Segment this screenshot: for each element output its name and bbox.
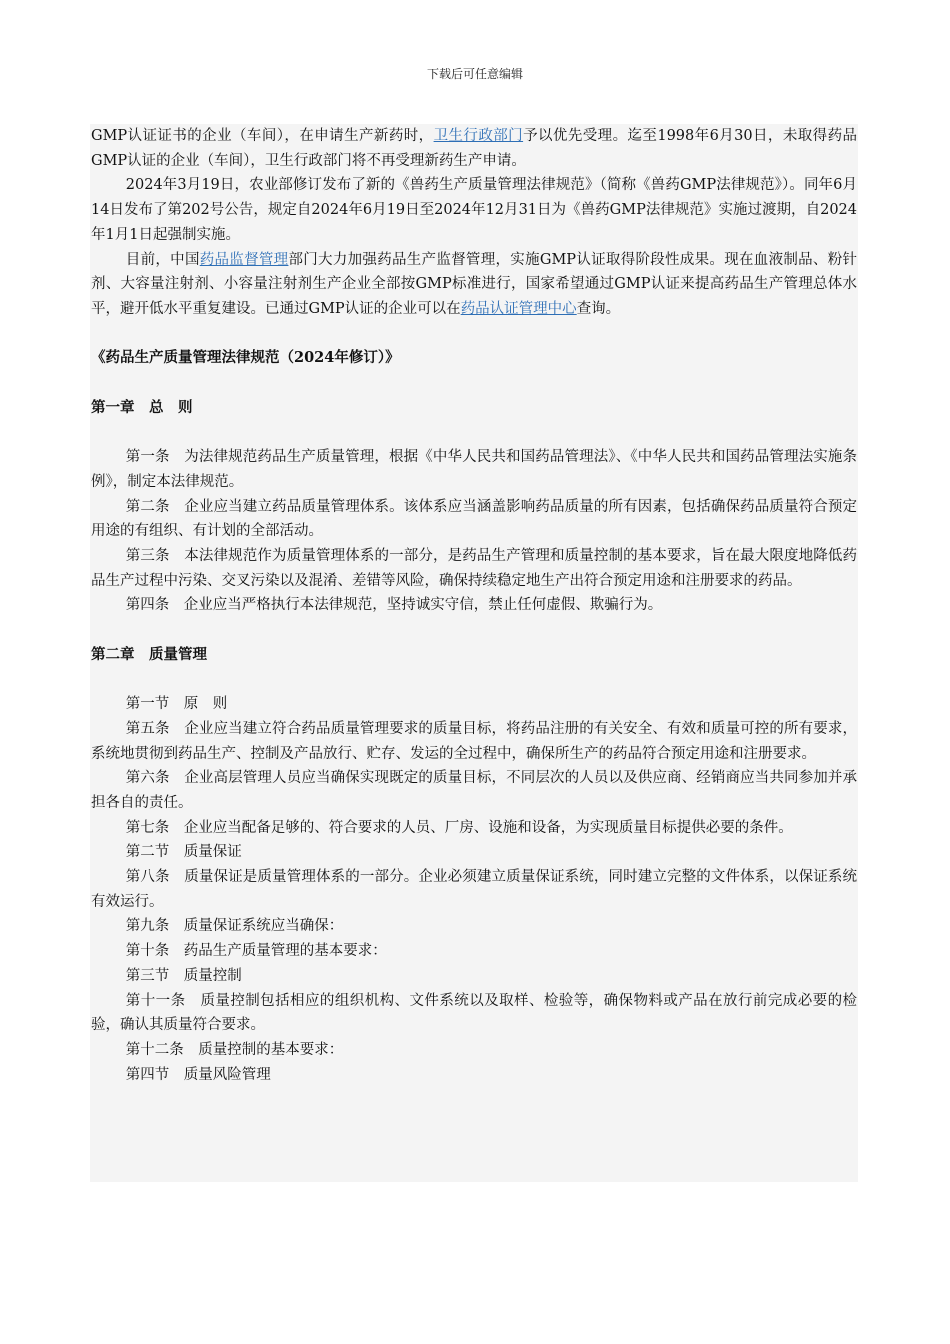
article: 第四条 企业应当严格执行本法律规范，坚持诚实守信，禁止任何虚假、欺骗行为。 — [125, 597, 663, 614]
intro-text: 查询。 — [576, 300, 621, 317]
spacer — [91, 420, 857, 445]
article: 第一条 为法律规范药品生产质量管理，根据《中华人民共和国药品管理法》、《中华人民共和国药品管理法实施条例》，制定本法律规范。 — [91, 449, 857, 490]
article: 第七条 企业应当配备足够的、符合要求的人员、厂房、设施和设备，为实现质量目标提供必要的条件。 — [125, 819, 793, 836]
intro-text: 部门大力加强药品生产监督管理，实施GMP认证取得阶段性成果。现在血液制品、粉针剂、大容量注射剂、小容量注射剂生产企业全部按GMP标准进行，国家希望通过GMP认证来提高药品生产管理总体水平，避开低水平重复建设。已通过GMP认证的企业可以在 — [91, 251, 858, 317]
section-title: 第二节 质量保证 — [125, 844, 242, 861]
article: 第六条 企业高层管理人员应当确保实现既定的质量目标，不同层次的人员以及供应商、经销商应当共同参加并承担各自的责任。 — [91, 770, 857, 811]
document-title: 《药品生产质量管理法律规范（2024年修订）》 — [91, 349, 400, 367]
article: 第三条 本法律规范作为质量管理体系的一部分，是药品生产管理和质量控制的基本要求，旨在最大限度地降低药品生产过程中污染、交叉污染以及混淆、差错等风险，确保持续稳定地生产出符合预定用途和注册要求的药品。 — [91, 547, 857, 589]
article: 第二条 企业应当建立药品质量管理体系。该体系应当涵盖影响药品质量的所有因素，包括确保药品质量符合预定用途的有组织、有计划的全部活动。 — [91, 498, 857, 540]
article: 第八条 质量保证是质量管理体系的一部分。企业必须建立质量保证系统，同时建立完整的文件体系，以保证系统有效运行。 — [91, 869, 857, 910]
intro-paragraph-1 — [91, 124, 857, 173]
chapter-1-title: 第一章 总 则 — [91, 398, 193, 416]
link-drug-supervision[interactable]: 药品监督管理 — [199, 251, 289, 268]
chapter-2-title: 第二章 质量管理 — [91, 645, 207, 663]
article: 第五条 企业应当建立符合药品质量管理要求的质量目标，将药品注册的有关安全、有效和质量可控的所有要求，系统地贯彻到药品生产、控制及产品放行、贮存、发运的全过程中，确保所生产的药品符合预定用途和注册要求。 — [91, 720, 857, 762]
spacer — [91, 618, 857, 643]
article: 第十条 药品生产质量管理的基本要求： — [125, 943, 387, 960]
page-header: 下载后可任意编辑 — [426, 67, 523, 81]
section-title: 第三节 质量控制 — [125, 967, 242, 984]
intro-text: 目前，中国 — [125, 251, 200, 268]
link-health-department[interactable]: 卫生行政部门 — [433, 128, 524, 144]
document-body — [90, 124, 858, 1182]
article: 第十二条 质量控制的基本要求： — [125, 1041, 344, 1058]
intro-paragraph-3 — [91, 248, 857, 322]
intro-text: 予以优先受理。迄至1998年6月30日，未取得药品GMP认证的企业（车间），卫生行政部门将不再受理新药生产申请。 — [91, 128, 857, 169]
link-certification-center[interactable]: 药品认证管理中心 — [460, 300, 577, 317]
spacer — [91, 667, 857, 692]
article: 第十一条 质量控制包括相应的组织机构、文件系统以及取样、检验等，确保物料或产品在放行前完成必要的检验，确认其质量符合要求。 — [91, 992, 857, 1034]
intro-text: GMP认证证书的企业（车间），在申请生产新药时， — [91, 128, 434, 144]
article: 第九条 质量保证系统应当确保： — [125, 918, 344, 935]
spacer — [91, 322, 857, 347]
section-title: 第一节 原 则 — [125, 696, 228, 713]
section-title: 第四节 质量风险管理 — [125, 1066, 271, 1083]
spacer — [91, 371, 857, 396]
intro-paragraph-2: 2024年3月19日，农业部修订发布了新的《兽药生产质量管理法律规范》（简称《兽药GMP法律规范》）。同年6月14日发布了第202号公告，规定自2024年6月19日至2024年12月31日为《兽药GMP法律规范》实施过渡期，自2024年1月1日起强制实施。 — [91, 177, 857, 243]
